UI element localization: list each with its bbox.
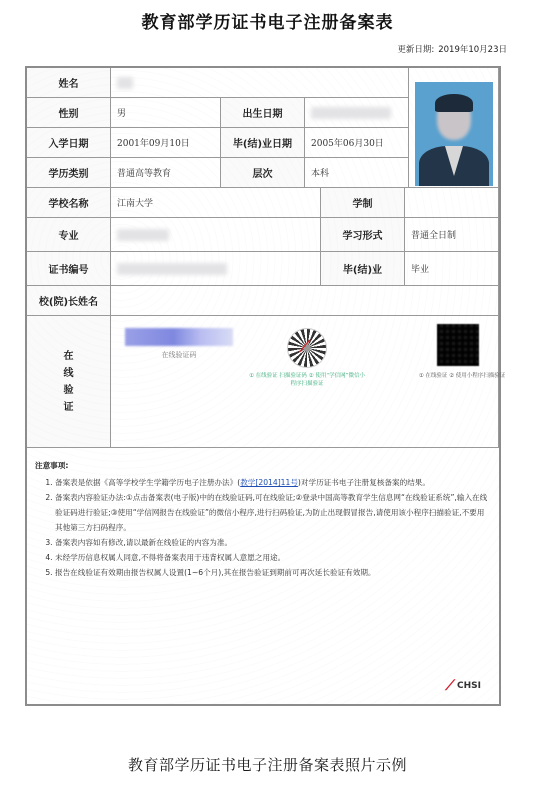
label-name: 姓名 (27, 68, 111, 98)
wechat-qr-caption: ① 在线验证 扫描验证码 ② 使用“学信网”微信小程序扫描验证 (248, 373, 366, 387)
verify-area (111, 316, 506, 448)
label-duration: 学制 (321, 188, 405, 218)
value-level: 本科 (305, 158, 409, 188)
redaction-blur (117, 77, 133, 89)
info-table (27, 68, 506, 448)
verify-code-redacted (125, 328, 233, 346)
value-graduation-date: 2005年06月30日 (305, 128, 409, 158)
value-principal-empty (111, 286, 499, 316)
value-major-redacted (111, 218, 321, 252)
verify-qr-caption: ① 在线验证 ② 使用小程序扫描验证 (418, 373, 506, 379)
update-date-line (393, 43, 507, 55)
value-school: 江南大学 (111, 188, 321, 218)
photo-hair (435, 94, 473, 112)
label-gender: 性别 (27, 98, 111, 128)
regulation-link[interactable]: 教学[2014]11号 (240, 478, 298, 487)
label-edu-category: 学历类别 (27, 158, 111, 188)
label-level: 层次 (221, 158, 305, 188)
chsi-logo-text: CHSI (457, 681, 481, 691)
label-cert-no: 证书编号 (27, 252, 111, 286)
verify-code-label: 在线验证码 (161, 351, 197, 359)
value-cert-no-redacted (111, 252, 321, 286)
value-gender: 男 (111, 98, 221, 128)
label-principal: 校(院)长姓名 (27, 286, 111, 316)
label-major: 专业 (27, 218, 111, 252)
value-birth-date-redacted (305, 98, 409, 128)
update-date-label: 更新日期: (397, 45, 435, 55)
notes-section (35, 458, 491, 580)
value-graduation-status: 毕业 (405, 252, 499, 286)
document-title: 教育部学历证书电子注册备案表 (141, 13, 394, 33)
update-date-value: 2019年10月23日 (438, 45, 507, 55)
redaction-blur (311, 107, 391, 119)
label-entry-date: 入学日期 (27, 128, 111, 158)
label-graduation-status: 毕(结)业 (321, 252, 405, 286)
label-school: 学校名称 (27, 188, 111, 218)
image-caption: 教育部学历证书电子注册备案表照片示例 (127, 756, 407, 774)
chsi-mark-icon: ⟋ (299, 337, 311, 356)
label-birth-date: 出生日期 (221, 98, 305, 128)
redaction-blur (117, 263, 227, 275)
student-photo (415, 82, 493, 186)
verify-qr-code[interactable] (437, 324, 479, 366)
note-item: 4. 未经学历信息权属人同意,不得将备案表用于违背权属人意愿之用途。 (55, 550, 491, 565)
label-study-form: 学习形式 (321, 218, 405, 252)
value-duration-empty (405, 188, 499, 218)
redaction-blur (117, 229, 169, 241)
notes-heading: 注意事项: (35, 461, 69, 470)
note-item: 3. 备案表内容如有修改,请以最新在线验证的内容为准。 (55, 535, 491, 550)
value-entry-date: 2001年09月10日 (111, 128, 221, 158)
chsi-logo-icon: ⟋ (445, 678, 456, 694)
note-item: 1. 备案表是依据《高等学校学生学籍学历电子注册办法》(教学[2014]11号)对学历证书电子注册复核备案的结果。 (55, 475, 491, 490)
notes-list (55, 475, 491, 580)
label-online-verify: 在 线 验 证 (27, 316, 111, 448)
value-edu-category: 普通高等教育 (111, 158, 221, 188)
chsi-logo (445, 678, 481, 694)
certificate-form (25, 66, 506, 706)
wechat-qr-code[interactable] (287, 328, 327, 368)
label-graduation-date: 毕(结)业日期 (221, 128, 305, 158)
note-item: 5. 报告在线验证有效期由报告权属人设置(1~6个月),其在报告验证到期前可再次延长验证有效期。 (55, 565, 491, 580)
note-item: 2. 备案表内容验证办法:①点击备案表(电子版)中的在线验证码,可在线验证;②登录中国高等教育学生信息网“在线验证系统”,输入在线验证码进行验证;③使用“学信网报告在线验证”的微信小程序,进行扫码验证,为防止出现假冒报告,请使用该小程序扫描验证,不要用其他第三方扫码程序。 (55, 490, 491, 535)
value-name-redacted (111, 68, 409, 98)
value-study-form: 普通全日制 (405, 218, 499, 252)
